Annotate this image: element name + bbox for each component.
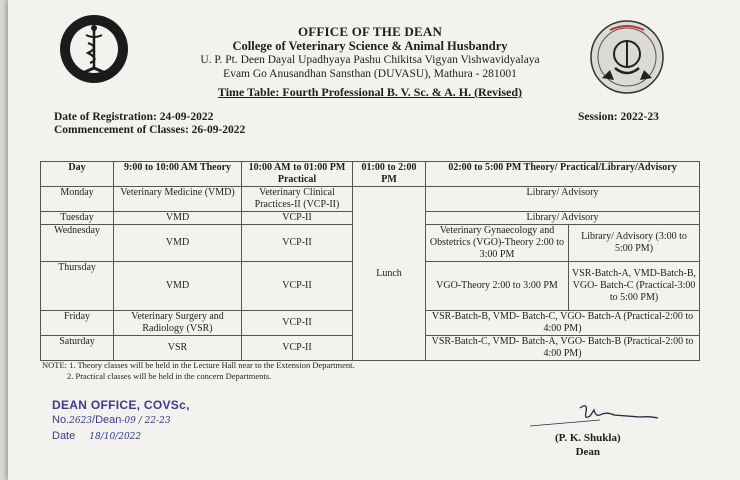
practical-cell: VCP-II xyxy=(242,225,353,262)
stamp-no-label: No. xyxy=(52,414,70,426)
theory-cell: VSR xyxy=(114,336,242,361)
afternoon-cell-b: Library/ Advisory (3:00 to 5:00 PM) xyxy=(569,225,700,262)
university-name: U. P. Pt. Deen Dayal Upadhyaya Pashu Chikitsa Vigyan Vishwavidyalaya xyxy=(200,54,540,66)
day-cell: Friday xyxy=(41,311,114,336)
day-cell: Tuesday xyxy=(41,212,114,225)
theory-cell: VMD xyxy=(114,262,242,311)
table-header-row xyxy=(41,162,700,187)
stamp-dean-value: -09 / 22-23 xyxy=(121,416,171,426)
header-day: Day xyxy=(41,162,114,187)
commencement-date: Commencement of Classes: 26-09-2022 xyxy=(54,124,246,136)
day-cell: Wednesday xyxy=(41,225,114,262)
afternoon-cell: Library/ Advisory xyxy=(426,212,700,225)
note-practical: 2. Practical classes will be held in the concern Departments. xyxy=(67,371,272,381)
dean-signature xyxy=(530,400,670,430)
dean-office-stamp xyxy=(52,398,190,445)
stamp-date-value: 18/10/2022 xyxy=(89,432,142,442)
theory-cell: Veterinary Medicine (VMD) xyxy=(114,187,242,212)
theory-cell: VMD xyxy=(114,212,242,225)
timetable-title: Time Table: Fourth Professional B. V. Sc. & A. H. (Revised) xyxy=(217,85,523,99)
practical-cell: VCP-II xyxy=(242,212,353,225)
afternoon-cell: VSR-Batch-C, VMD- Batch-A, VGO- Batch-B (Practical-2:00 to 4:00 PM) xyxy=(426,336,700,361)
afternoon-cell: VSR-Batch-B, VMD- Batch-C, VGO- Batch-A (Practical-2:00 to 4:00 PM) xyxy=(426,311,700,336)
sansthan-address: Evam Go Anusandhan Sansthan (DUVASU), Mathura - 281001 xyxy=(223,68,517,80)
registration-date: Date of Registration: 24-09-2022 xyxy=(54,111,214,123)
afternoon-cell-a: Veterinary Gynaecology and Obstetrics (VGO)-Theory 2:00 to 3:00 PM xyxy=(426,225,569,262)
day-cell: Monday xyxy=(41,187,114,212)
header-slot-4: 02:00 to 5:00 PM Theory/ Practical/Library/Advisory xyxy=(426,162,700,187)
signatory-name: (P. K. Shukla) xyxy=(555,432,621,444)
college-name: College of Veterinary Science & Animal Husbandry xyxy=(232,39,508,53)
practical-cell: VCP-II xyxy=(242,262,353,311)
afternoon-cell-b: VSR-Batch-A, VMD-Batch-B, VGO- Batch-C (Practical-3:00 to 5:00 PM) xyxy=(569,262,700,311)
afternoon-cell: Library/ Advisory xyxy=(426,187,700,212)
stamp-dean-label: /Dean xyxy=(92,414,122,426)
afternoon-cell-a: VGO-Theory 2:00 to 3:00 PM xyxy=(426,262,569,311)
signatory-block xyxy=(555,431,621,459)
day-cell: Thursday xyxy=(41,262,114,311)
timetable xyxy=(40,161,700,361)
lunch-cell: Lunch xyxy=(353,187,426,361)
header-slot-2: 10:00 AM to 01:00 PM Practical xyxy=(242,162,353,187)
note-theory: NOTE: 1. Theory classes will be held in the Lecture Hall near to the Extension Department. xyxy=(42,360,355,370)
header-slot-1: 9:00 to 10:00 AM Theory xyxy=(114,162,242,187)
theory-cell: Veterinary Surgery and Radiology (VSR) xyxy=(114,311,242,336)
practical-cell: VCP-II xyxy=(242,311,353,336)
day-cell: Saturday xyxy=(41,336,114,361)
table-row xyxy=(41,187,700,212)
stamp-date-label: Date xyxy=(52,430,76,442)
stamp-number-line xyxy=(52,413,190,429)
stamp-title: DEAN OFFICE, COVSc, xyxy=(52,398,190,412)
header-slot-3: 01:00 to 2:00 PM xyxy=(353,162,426,187)
practical-cell: VCP-II xyxy=(242,336,353,361)
theory-cell: VMD xyxy=(114,225,242,262)
stamp-date-line xyxy=(52,429,190,445)
session-label: Session: 2022-23 xyxy=(578,111,659,123)
office-heading: OFFICE OF THE DEAN xyxy=(297,24,443,39)
signatory-designation: Dean xyxy=(575,446,601,458)
stamp-no-value: 2623 xyxy=(69,416,93,426)
practical-cell: Veterinary Clinical Practices-II (VCP-II) xyxy=(242,187,353,212)
notes xyxy=(42,360,355,382)
